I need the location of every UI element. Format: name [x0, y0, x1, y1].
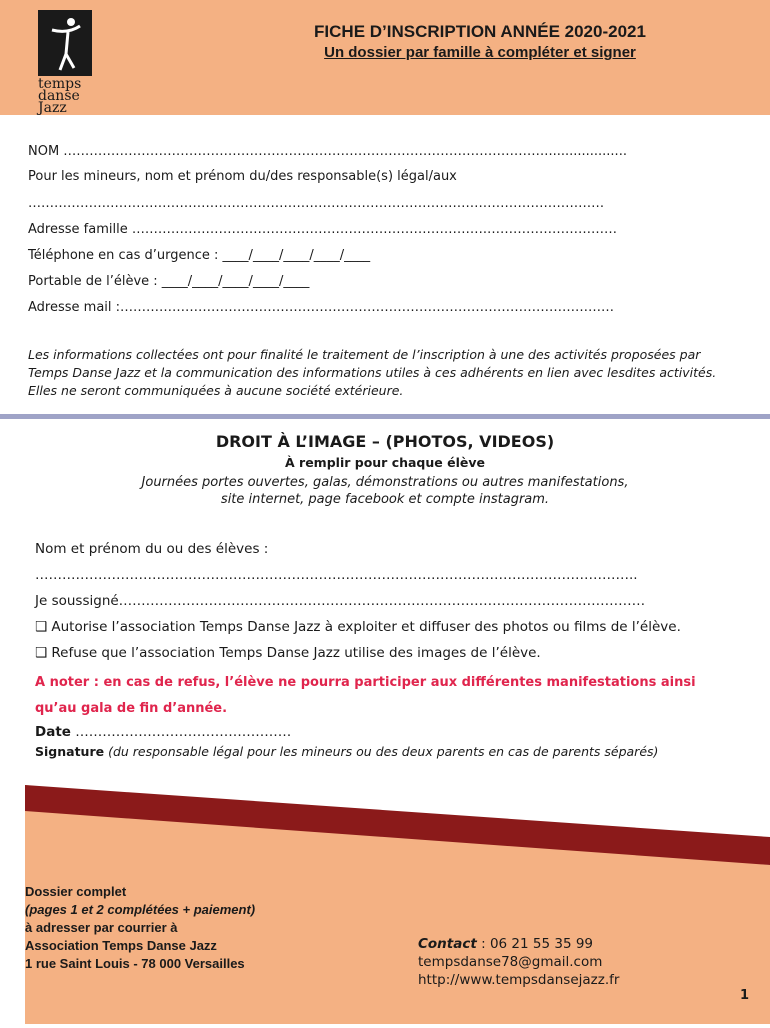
field-nom[interactable]: NOM ………………………………………………………………………………………………….................... [28, 144, 627, 159]
field-soussigne[interactable]: Je soussigné……………………………………………………………………………………………………… [35, 593, 646, 609]
dancer-logo-icon [38, 10, 92, 76]
refusal-warning: A noter : en cas de refus, l’élève ne pourra participer aux différentes manifestations ainsi qu’au gala de fin d’année. [35, 675, 696, 716]
page-title: FICHE D’INSCRIPTION ANNÉE 2020-2021 [314, 22, 646, 41]
logo-text: temps danse Jazz [38, 76, 82, 116]
image-rights-title: DROIT À L’IMAGE – (PHOTOS, VIDEOS) [215, 432, 555, 451]
field-portable[interactable]: Portable de l’élève : ____/____/____/____/____ [28, 274, 310, 289]
field-responsables-line[interactable]: ……………….…………………………………………………………………………………………………… [28, 196, 605, 211]
privacy-notice: Les informations collectées ont pour finalité le traitement de l’inscription à une des activités proposées par Temps Danse Jazz et la communication des informations utiles à ces adhérents en lien avec lesdites activités. Elles ne seront communiquées à aucune société extérieure. [28, 347, 717, 398]
image-rights-subtitle: À remplir pour chaque élève [285, 455, 485, 470]
checkbox-refuse[interactable]: ❑ Refuse que l’association Temps Danse Jazz utilise des images de l’élève. [35, 645, 541, 661]
field-telephone[interactable]: Téléphone en cas d’urgence : ____/____/____/____/____ [28, 248, 371, 263]
field-signature[interactable]: Signature (du responsable légal pour les mineurs ou des deux parents en cas de parents séparés) [35, 744, 659, 759]
section-divider [0, 414, 770, 419]
checkbox-autorise[interactable]: ❑ Autorise l’association Temps Danse Jazz à exploiter et diffuser des photos ou films de l’élève. [35, 619, 681, 635]
field-responsables-label: Pour les mineurs, nom et prénom du/des responsable(s) légal/aux [28, 169, 457, 184]
email-link[interactable]: tempsdanse78@gmail.com [418, 954, 603, 970]
field-nom-eleves-line[interactable]: …………………………………………………………………………………………………………………….. [35, 567, 638, 583]
contact-info: Contact : 06 21 55 35 99 tempsdanse78@gmail.com http://www.tempsdansejazz.fr [418, 936, 620, 988]
mailing-instructions: Dossier complet (pages 1 et 2 complétées + paiement) à adresser par courrier à Association Temps Danse Jazz 1 rue Saint Louis - 78 000 Versailles [25, 884, 256, 971]
page-number: 1 [740, 988, 750, 1003]
field-date[interactable]: Date ………………………………………… [35, 724, 292, 740]
field-adresse[interactable]: Adresse famille ……………………………………………………………………….………………………… [28, 222, 617, 237]
image-rights-description: Journées portes ouvertes, galas, démonstrations ou autres manifestations, site internet, page facebook et compte instagram. [141, 475, 629, 507]
field-nom-eleves-label: Nom et prénom du ou des élèves : [35, 541, 269, 557]
page-subtitle: Un dossier par famille à compléter et signer [324, 44, 636, 61]
website-link[interactable]: http://www.tempsdansejazz.fr [418, 972, 620, 988]
field-mail[interactable]: Adresse mail :…………………………………………………………………………………………………… [28, 300, 615, 315]
